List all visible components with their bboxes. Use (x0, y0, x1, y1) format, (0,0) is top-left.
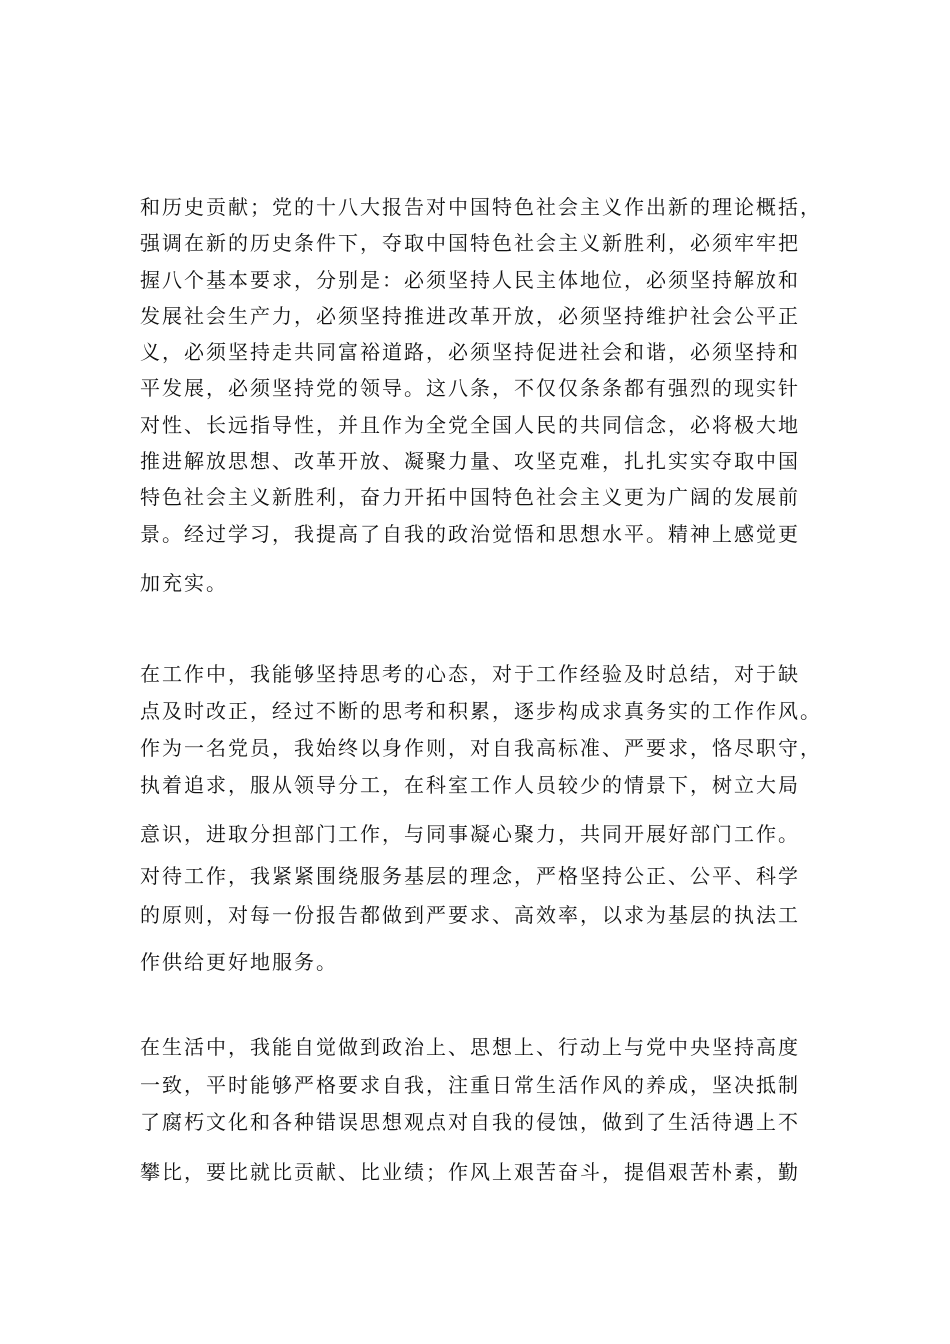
text-line: 对性、长远指导性，并且作为全党全国人民的共同信念，必将极大地 (140, 413, 800, 437)
text-line: 执着追求，服从领导分工，在科室工作人员较少的情景下，树立大局 (140, 773, 800, 797)
text-line: 作为一名党员，我始终以身作则，对自我高标准、严要求，恪尽职守， (140, 736, 822, 760)
text-line: 平发展，必须坚持党的领导。这八条，不仅仅条条都有强烈的现实针 (140, 376, 800, 400)
text-line: 景。经过学习，我提高了自我的政治觉悟和思想水平。精神上感觉更 (140, 522, 800, 546)
text-line: 特色社会主义新胜利，奋力开拓中国特色社会主义更为广阔的发展前 (140, 485, 800, 509)
text-line: 在生活中，我能自觉做到政治上、思想上、行动上与党中央坚持高度 (140, 1035, 800, 1059)
text-line: 的原则，对每一份报告都做到严要求、高效率，以求为基层的执法工 (140, 903, 800, 927)
text-line: 发展社会生产力，必须坚持推进改革开放，必须坚持维护社会公平正 (140, 304, 800, 328)
text-line: 了腐朽文化和各种错误思想观点对自我的侵蚀，做到了生活待遇上不 (140, 1110, 800, 1134)
text-line: 作供给更好地服务。 (140, 950, 338, 974)
text-line: 推进解放思想、改革开放、凝聚力量、攻坚克难，扎扎实实夺取中国 (140, 449, 800, 473)
text-line: 加充实。 (140, 571, 228, 595)
text-line: 强调在新的历史条件下，夺取中国特色社会主义新胜利，必须牢牢把 (140, 231, 800, 255)
text-line: 意识，进取分担部门工作，与同事凝心聚力，共同开展好部门工作。 (140, 822, 800, 846)
text-line: 点及时改正，经过不断的思考和积累，逐步构成求真务实的工作作风。 (140, 699, 822, 723)
text-line: 握八个基本要求，分别是：必须坚持人民主体地位，必须坚持解放和 (140, 268, 800, 292)
text-line: 一致，平时能够严格要求自我，注重日常生活作风的养成，坚决抵制 (140, 1073, 800, 1097)
text-line: 和历史贡献；党的十八大报告对中国特色社会主义作出新的理论概括， (140, 195, 822, 219)
text-line: 攀比，要比就比贡献、比业绩；作风上艰苦奋斗，提倡艰苦朴素，勤 (140, 1160, 800, 1184)
text-line: 在工作中，我能够坚持思考的心态，对于工作经验及时总结，对于缺 (140, 662, 800, 686)
text-line: 对待工作，我紧紧围绕服务基层的理念，严格坚持公正、公平、科学 (140, 864, 800, 888)
text-line: 义，必须坚持走共同富裕道路，必须坚持促进社会和谐，必须坚持和 (140, 340, 800, 364)
